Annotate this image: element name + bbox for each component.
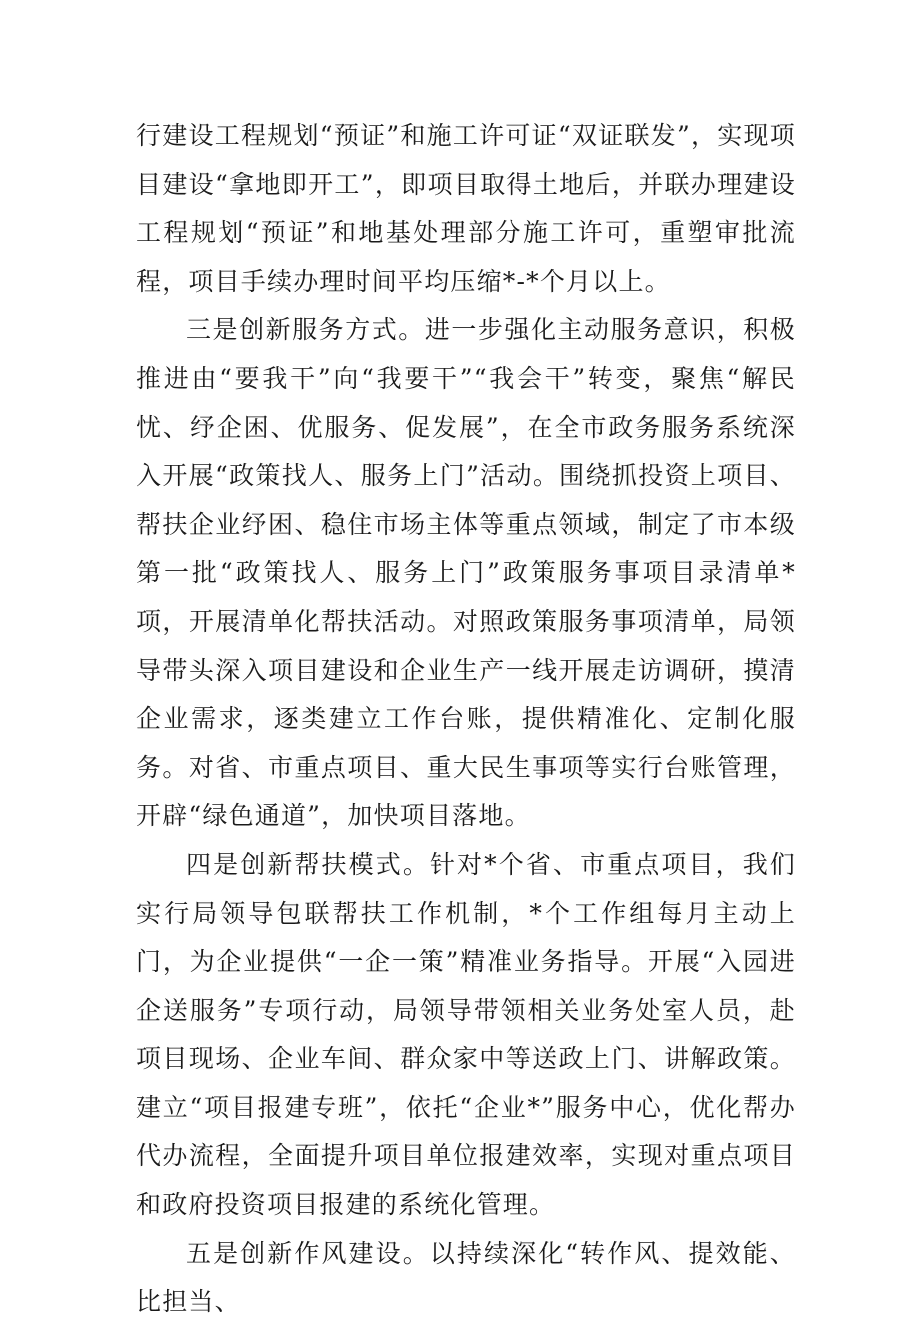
paragraph-continuation: 行建设工程规划“预证”和施工许可证“双证联发”，实现项目建设“拿地即开工”，即项目取得土地后，并联办理建设工程规划“预证”和地基处理部分施工许可，重塑审批流程，项目手续办理时间平均压缩*-*个月以上。 [136, 121, 796, 296]
document-body [136, 112, 796, 1327]
paragraph-work-style: 五是创新作风建设。以持续深化“转作风、提效能、比担当、 [136, 1238, 796, 1317]
paragraph-assistance-model: 四是创新帮扶模式。针对*个省、市重点项目，我们实行局领导包联帮扶工作机制，*个工作组每月主动上门，为企业提供“一企一策”精准业务指导。开展“入园进企送服务”专项行动，局领导带领相关业务处室人员，赴项目现场、企业车间、群众家中等送政上门、讲解政策。建立“项目报建专班”，依托“企业*”服务中心，优化帮办代办流程，全面提升项目单位报建效率，实现对重点项目和政府投资项目报建的系统化管理。 [136, 849, 796, 1220]
paragraph-service-method: 三是创新服务方式。进一步强化主动服务意识，积极推进由“要我干”向“我要干”“我会干”转变，聚焦“解民忧、纾企困、优服务、促发展”，在全市政务服务系统深入开展“政策找人、服务上门”活动。围绕抓投资上项目、帮扶企业纾困、稳住市场主体等重点领域，制定了市本级第一批“政策找人、服务上门”政策服务事项目录清单*项，开展清单化帮扶活动。对照政策服务事项清单，局领导带头深入项目建设和企业生产一线开展走访调研，摸清企业需求，逐类建立工作台账，提供精准化、定制化服务。对省、市重点项目、重大民生事项等实行台账管理，开辟“绿色通道”，加快项目落地。 [136, 315, 796, 831]
